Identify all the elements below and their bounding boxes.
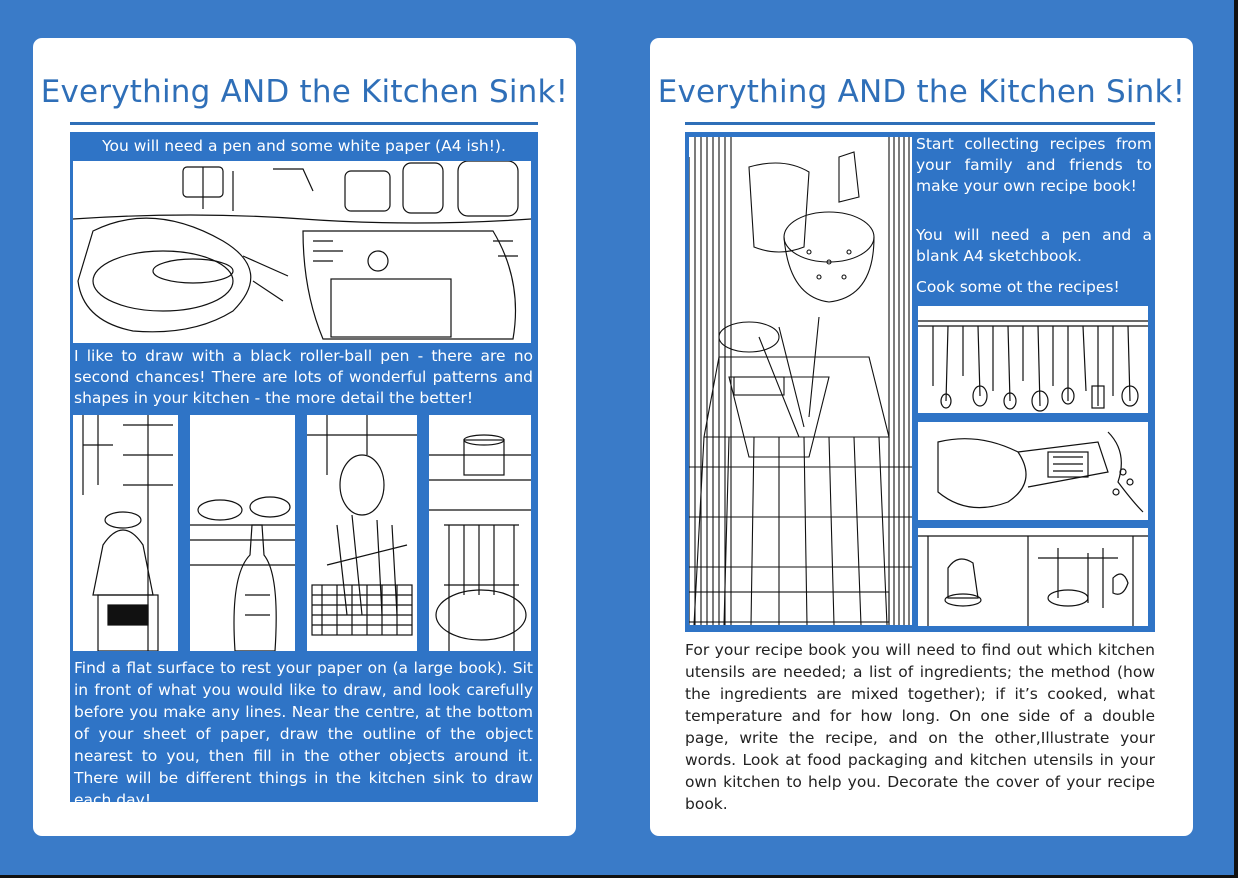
- bottom-text: Find a flat surface to rest your paper on (a large book). Sit in front of what you would like to draw, and look carefully before you make any lines. Near the centre, at the bottom of your sheet of paper, draw the outline of the object nearest to you, then fill in the other objects around it. There will be different things in the kitchen sink to draw each day!: [74, 659, 533, 809]
- middle-text: I like to draw with a black roller-ball pen - there are no second chances! There are lots of wonderful patterns and shapes in your kitchen - the more detail the better!: [74, 347, 533, 407]
- bottom-text: For your recipe book you will need to find out which kitchen utensils are needed; a list of ingredients; the method (how the ingredients are mixed together); if it’s cooked, what temperature and for how long. On one side of a double page, write the recipe, and on the other,Illustrate your words. Look at food packaging and kitchen utensils in your own kitchen to help you. Decorate the cover of your recipe book.: [685, 641, 1155, 813]
- side-text-2: You will need a pen and a blank A4 sketchbook.: [916, 226, 1152, 265]
- page-title: Everything AND the Kitchen Sink!: [40, 74, 569, 110]
- washing-up-liquid-drawing: [190, 415, 295, 651]
- right-page: [650, 38, 1193, 836]
- intro-text: You will need a pen and some white paper (A4 ish!).: [102, 137, 506, 155]
- frame-edge: [1234, 0, 1238, 878]
- dish-rack-drawing: [307, 415, 417, 651]
- side-text-1: Start collecting recipes from your family and friends to make your own recipe book!: [916, 135, 1152, 195]
- hanging-utensils-drawing: [918, 306, 1148, 413]
- left-page: [33, 38, 576, 836]
- side-text-3: Cook some ot the recipes!: [916, 278, 1120, 296]
- kettle-drawing: [73, 415, 178, 651]
- kitchen-counter-drawing: [689, 137, 912, 625]
- page-title: Everything AND the Kitchen Sink!: [657, 74, 1186, 110]
- chair-and-pot-drawing: [429, 415, 531, 651]
- title-rule: [685, 122, 1155, 125]
- title-rule: [70, 122, 538, 125]
- cupboard-drawing: [918, 528, 1148, 626]
- kitchen-sink-drawing: [73, 161, 531, 343]
- oven-glove-drawing: [918, 422, 1148, 520]
